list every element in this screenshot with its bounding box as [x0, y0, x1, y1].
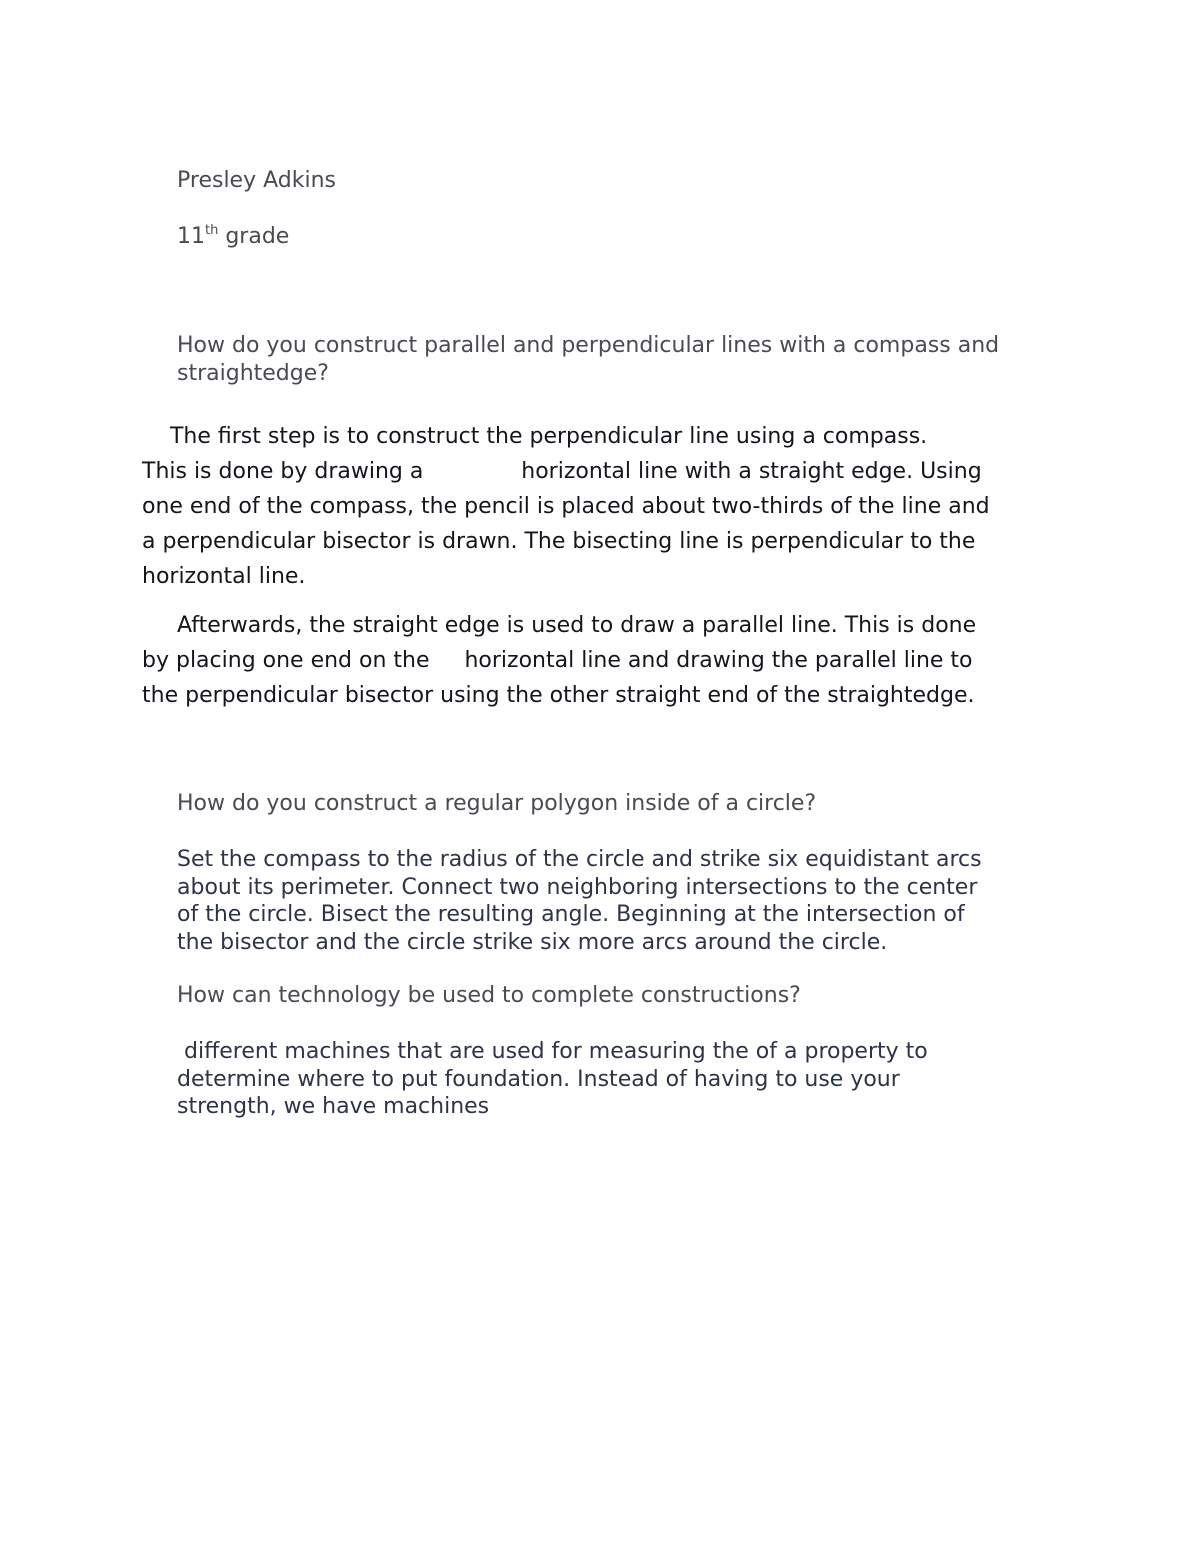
answer-line: about its perimeter. Connect two neighboring intersections to the center [177, 874, 978, 900]
paragraph-line: This is done by drawing a horizontal line with a straight edge. Using [142, 459, 982, 484]
student-name: Presley Adkins [177, 168, 336, 193]
grade-level [177, 224, 289, 249]
grade-word: grade [218, 224, 290, 249]
answer-technology [177, 1038, 928, 1121]
paragraph-line: by placing one end on the horizontal line and drawing the parallel line to [142, 648, 973, 673]
question-parallel-perpendicular [177, 332, 999, 387]
answer-line: Set the compass to the radius of the circle and strike six equidistant arcs [177, 847, 982, 872]
paragraph-line: the perpendicular bisector using the other straight end of the straightedge. [142, 683, 975, 708]
paragraph-line: horizontal line. [142, 564, 306, 589]
answer-line: different machines that are used for measuring the of a property to [177, 1039, 928, 1064]
answer-line: the bisector and the circle strike six more arcs around the circle. [177, 929, 888, 955]
question-line: straightedge? [177, 360, 329, 386]
paragraph-line: Afterwards, the straight edge is used to draw a parallel line. This is done [142, 613, 977, 638]
paragraph-line: The first step is to construct the perpendicular line using a compass. [142, 424, 928, 449]
question-technology: How can technology be used to complete constructions? [177, 983, 801, 1008]
question-regular-polygon: How do you construct a regular polygon inside of a circle? [177, 791, 817, 816]
answer-line: determine where to put foundation. Instead of having to use your [177, 1066, 900, 1092]
answer-paragraph-perpendicular [142, 419, 990, 594]
grade-number: 11 [177, 224, 205, 249]
answer-paragraph-parallel [142, 608, 976, 713]
paragraph-line: one end of the compass, the pencil is placed about two-thirds of the line and [142, 494, 990, 519]
answer-line: strength, we have machines [177, 1094, 490, 1119]
question-line: How do you construct parallel and perpendicular lines with a compass and [177, 333, 1000, 358]
answer-regular-polygon [177, 846, 982, 956]
grade-suffix: th [205, 223, 219, 238]
paragraph-line: a perpendicular bisector is drawn. The bisecting line is perpendicular to the [142, 529, 976, 554]
answer-line: of the circle. Bisect the resulting angle. Beginning at the intersection of [177, 902, 965, 927]
